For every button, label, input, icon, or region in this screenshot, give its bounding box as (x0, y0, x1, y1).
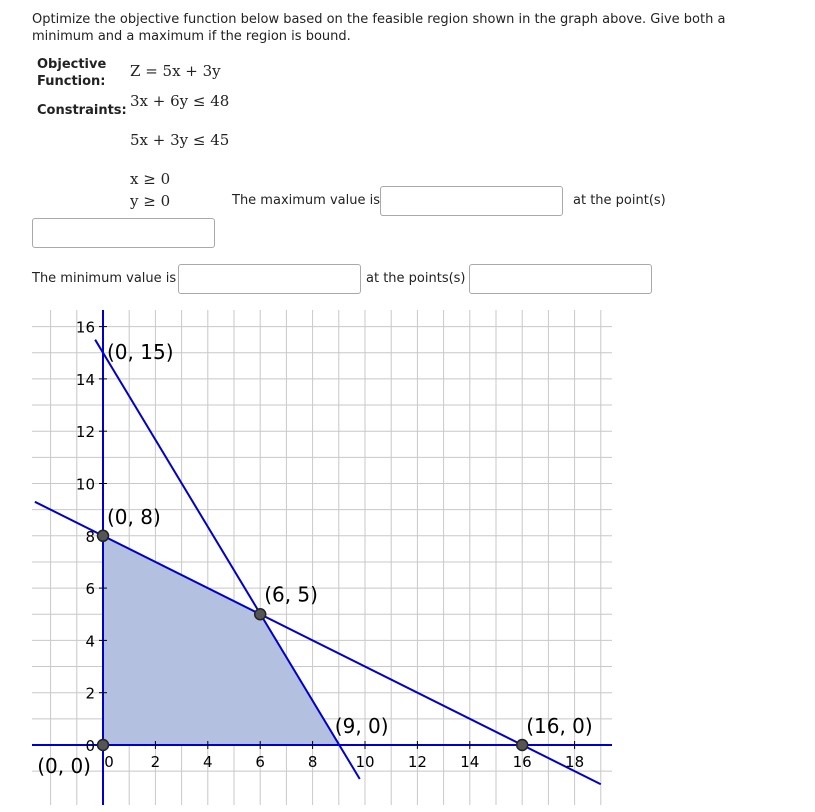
x-tick-label: 18 (565, 753, 585, 771)
objective-label (37, 56, 106, 90)
y-tick-label: 2 (85, 684, 95, 703)
constraint-4: y ≥ 0 (130, 192, 171, 210)
feasible-region-graph (0, 300, 815, 812)
x-tick-label: 8 (307, 753, 318, 771)
vertex-label: (6, 5) (264, 582, 318, 607)
constraint-3: x ≥ 0 (130, 170, 171, 188)
y-tick-label: 16 (75, 318, 95, 337)
y-tick-label: 10 (75, 475, 95, 494)
vertex-label: (0, 15) (107, 339, 174, 364)
instructions-text: Optimize the objective function below based on the feasible region shown in the graph above. Give both a minimum and a maximum if the region is bound. (32, 12, 726, 44)
vertex-marker (517, 740, 528, 751)
min-point-input[interactable] (469, 264, 652, 294)
min-value-label: The minimum value is (32, 271, 177, 286)
x-tick-label: 10 (355, 753, 375, 771)
vertex-marker (255, 609, 266, 620)
x-tick-label: 6 (255, 753, 265, 771)
vertex-marker (98, 530, 109, 541)
y-origin-tick-label: 0 (85, 737, 95, 755)
vertex-marker (98, 740, 109, 751)
constraints-label: Constraints: (37, 103, 127, 118)
max-point-label: at the point(s) (573, 193, 666, 208)
y-tick-label: 12 (75, 423, 95, 442)
min-point-label: at the points(s) (366, 271, 466, 286)
x-tick-label: 4 (203, 753, 213, 771)
objective-expression: Z = 5x + 3y (130, 62, 221, 80)
min-value-input[interactable] (178, 264, 361, 294)
y-tick-label: 14 (75, 370, 95, 389)
max-value-input[interactable] (380, 186, 563, 216)
max-value-label: The maximum value is (232, 193, 380, 208)
vertex-label: (0, 0) (37, 754, 91, 778)
x-tick-label: 14 (460, 753, 480, 771)
vertex-label: (16, 0) (526, 714, 593, 738)
objective-label-line1: Objective (37, 57, 107, 72)
x-tick-label: 2 (150, 753, 161, 771)
y-tick-label: 6 (85, 580, 95, 599)
objective-label-line2: Function: (37, 74, 106, 89)
y-tick-label: 8 (85, 527, 95, 546)
vertex-label: (9, 0) (334, 714, 389, 738)
max-point-input[interactable] (32, 218, 215, 248)
x-tick-label: 16 (512, 753, 532, 771)
vertex-label: (0, 8) (107, 504, 161, 529)
y-tick-label: 4 (85, 632, 95, 651)
x-tick-label: 12 (407, 753, 427, 771)
constraint-1: 3x + 6y ≤ 48 (130, 92, 230, 110)
constraint-2: 5x + 3y ≤ 45 (130, 131, 230, 149)
x-origin-tick-label: 0 (104, 753, 114, 771)
